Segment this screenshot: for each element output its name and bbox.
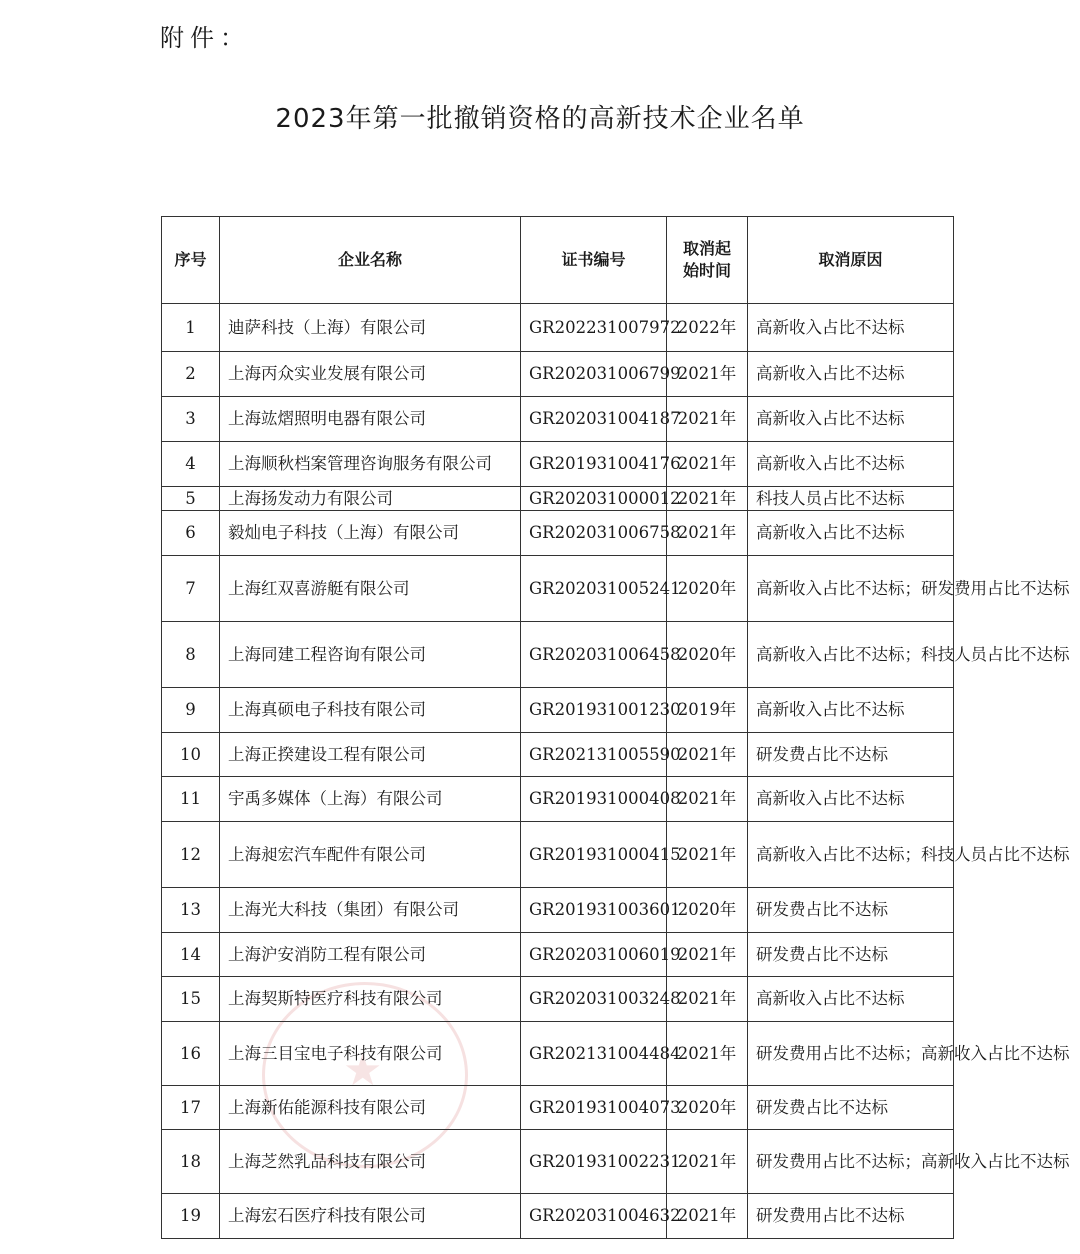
cell-company-name: 上海扬发动力有限公司 xyxy=(220,487,521,511)
cell-company-name: 迪萨科技（上海）有限公司 xyxy=(220,304,521,352)
table-row xyxy=(162,1194,954,1239)
cell-certificate-number: GR202031006458 xyxy=(521,622,667,688)
cell-index: 2 xyxy=(162,352,220,397)
cell-company-name: 上海真硕电子科技有限公司 xyxy=(220,688,521,733)
cell-reason: 研发费占比不达标 xyxy=(748,888,954,933)
cell-company-name: 上海竑熠照明电器有限公司 xyxy=(220,397,521,442)
cell-reason: 高新收入占比不达标 xyxy=(748,304,954,352)
cell-reason: 高新收入占比不达标 xyxy=(748,397,954,442)
cell-index: 5 xyxy=(162,487,220,511)
attachment-label: 附件： xyxy=(160,24,250,52)
cell-start-time: 2021年 xyxy=(667,733,748,777)
cell-start-time: 2021年 xyxy=(667,397,748,442)
header-company-name: 企业名称 xyxy=(220,217,521,304)
table-row xyxy=(162,822,954,888)
cell-company-name: 上海顺秋档案管理咨询服务有限公司 xyxy=(220,442,521,487)
cell-start-time: 2021年 xyxy=(667,487,748,511)
cell-start-time: 2020年 xyxy=(667,1086,748,1130)
cell-index: 16 xyxy=(162,1022,220,1086)
cell-reason: 研发费用占比不达标；高新收入占比不达标 xyxy=(748,1022,954,1086)
header-index: 序号 xyxy=(162,217,220,304)
cell-start-time: 2020年 xyxy=(667,622,748,688)
cell-certificate-number: GR202031006019 xyxy=(521,933,667,977)
cell-start-time: 2021年 xyxy=(667,442,748,487)
cell-company-name: 上海昶宏汽车配件有限公司 xyxy=(220,822,521,888)
cell-reason: 高新收入占比不达标；科技人员占比不达标 xyxy=(748,822,954,888)
cell-certificate-number: GR202031005241 xyxy=(521,556,667,622)
cell-company-name: 上海宏石医疗科技有限公司 xyxy=(220,1194,521,1239)
table-row xyxy=(162,888,954,933)
cell-index: 12 xyxy=(162,822,220,888)
cell-index: 8 xyxy=(162,622,220,688)
cell-certificate-number: GR201931001230 xyxy=(521,688,667,733)
cell-index: 11 xyxy=(162,777,220,822)
table-row xyxy=(162,442,954,487)
cell-certificate-number: GR201931000415 xyxy=(521,822,667,888)
cell-start-time: 2021年 xyxy=(667,1194,748,1239)
cell-start-time: 2021年 xyxy=(667,822,748,888)
cell-company-name: 上海沪安消防工程有限公司 xyxy=(220,933,521,977)
cell-reason: 高新收入占比不达标 xyxy=(748,688,954,733)
table-row xyxy=(162,511,954,556)
cell-company-name: 毅灿电子科技（上海）有限公司 xyxy=(220,511,521,556)
cell-company-name: 上海同建工程咨询有限公司 xyxy=(220,622,521,688)
cell-reason: 研发费占比不达标 xyxy=(748,733,954,777)
table-row xyxy=(162,622,954,688)
cell-index: 13 xyxy=(162,888,220,933)
cell-certificate-number: GR202031006799 xyxy=(521,352,667,397)
cell-reason: 高新收入占比不达标；科技人员占比不达标 xyxy=(748,622,954,688)
cell-reason: 高新收入占比不达标 xyxy=(748,352,954,397)
cell-index: 17 xyxy=(162,1086,220,1130)
cell-certificate-number: GR202031000012 xyxy=(521,487,667,511)
table-row xyxy=(162,688,954,733)
table-row xyxy=(162,352,954,397)
cell-certificate-number: GR202031006758 xyxy=(521,511,667,556)
cell-company-name: 宇禹多媒体（上海）有限公司 xyxy=(220,777,521,822)
cell-certificate-number: GR201931003601 xyxy=(521,888,667,933)
cell-start-time: 2021年 xyxy=(667,777,748,822)
cell-start-time: 2021年 xyxy=(667,511,748,556)
cell-certificate-number: GR202031004187 xyxy=(521,397,667,442)
cell-start-time: 2021年 xyxy=(667,933,748,977)
cell-start-time: 2020年 xyxy=(667,888,748,933)
table-row xyxy=(162,487,954,511)
cell-index: 7 xyxy=(162,556,220,622)
cell-index: 14 xyxy=(162,933,220,977)
cell-reason: 高新收入占比不达标 xyxy=(748,777,954,822)
cell-index: 19 xyxy=(162,1194,220,1239)
table-row xyxy=(162,556,954,622)
cell-reason: 高新收入占比不达标 xyxy=(748,442,954,487)
cell-company-name: 上海芝然乳品科技有限公司 xyxy=(220,1130,521,1194)
revoked-enterprise-table xyxy=(161,216,1070,1239)
cell-certificate-number: GR202031003248 xyxy=(521,977,667,1022)
table-row xyxy=(162,733,954,777)
cell-start-time: 2019年 xyxy=(667,688,748,733)
header-certificate-number: 证书编号 xyxy=(521,217,667,304)
cell-start-time: 2021年 xyxy=(667,977,748,1022)
cell-reason: 研发费用占比不达标 xyxy=(748,1194,954,1239)
header-reason: 取消原因 xyxy=(748,217,954,304)
header-start-time: 取消起始时间 xyxy=(667,217,748,304)
cell-reason: 研发费占比不达标 xyxy=(748,933,954,977)
cell-index: 3 xyxy=(162,397,220,442)
cell-start-time: 2021年 xyxy=(667,352,748,397)
table-row xyxy=(162,977,954,1022)
cell-certificate-number: GR202131004484 xyxy=(521,1022,667,1086)
cell-index: 15 xyxy=(162,977,220,1022)
table-row xyxy=(162,1086,954,1130)
cell-company-name: 上海新佑能源科技有限公司 xyxy=(220,1086,521,1130)
cell-start-time: 2022年 xyxy=(667,304,748,352)
table-header-row xyxy=(162,217,954,304)
cell-reason: 高新收入占比不达标 xyxy=(748,511,954,556)
cell-certificate-number: GR201931002231 xyxy=(521,1130,667,1194)
cell-start-time: 2021年 xyxy=(667,1022,748,1086)
cell-index: 9 xyxy=(162,688,220,733)
cell-company-name: 上海正揆建设工程有限公司 xyxy=(220,733,521,777)
cell-index: 4 xyxy=(162,442,220,487)
cell-reason: 高新收入占比不达标 xyxy=(748,977,954,1022)
cell-index: 6 xyxy=(162,511,220,556)
cell-certificate-number: GR202031004632 xyxy=(521,1194,667,1239)
cell-certificate-number: GR201931004073 xyxy=(521,1086,667,1130)
cell-reason: 研发费占比不达标 xyxy=(748,1086,954,1130)
cell-reason: 研发费用占比不达标；高新收入占比不达标 xyxy=(748,1130,954,1194)
table-row xyxy=(162,397,954,442)
cell-company-name: 上海丙众实业发展有限公司 xyxy=(220,352,521,397)
table-row xyxy=(162,304,954,352)
table-row xyxy=(162,1022,954,1086)
cell-company-name: 上海三目宝电子科技有限公司 xyxy=(220,1022,521,1086)
cell-certificate-number: GR201931000408 xyxy=(521,777,667,822)
document-title: 2023年第一批撤销资格的高新技术企业名单 xyxy=(275,104,805,134)
cell-company-name: 上海红双喜游艇有限公司 xyxy=(220,556,521,622)
cell-start-time: 2020年 xyxy=(667,556,748,622)
table-row xyxy=(162,933,954,977)
cell-certificate-number: GR202131005590 xyxy=(521,733,667,777)
cell-company-name: 上海光大科技（集团）有限公司 xyxy=(220,888,521,933)
table-row xyxy=(162,1130,954,1194)
cell-index: 10 xyxy=(162,733,220,777)
cell-certificate-number: GR201931004176 xyxy=(521,442,667,487)
cell-certificate-number: GR202231007972 xyxy=(521,304,667,352)
cell-reason: 科技人员占比不达标 xyxy=(748,487,954,511)
cell-start-time: 2021年 xyxy=(667,1130,748,1194)
cell-company-name: 上海契斯特医疗科技有限公司 xyxy=(220,977,521,1022)
cell-index: 18 xyxy=(162,1130,220,1194)
table-row xyxy=(162,777,954,822)
cell-index: 1 xyxy=(162,304,220,352)
cell-reason: 高新收入占比不达标；研发费用占比不达标 xyxy=(748,556,954,622)
